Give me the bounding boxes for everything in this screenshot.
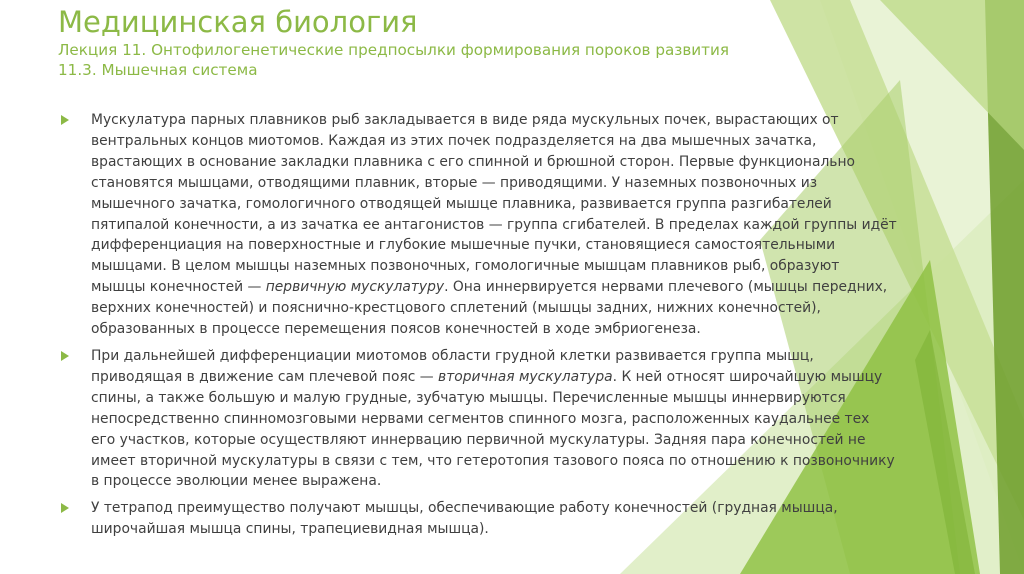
text-run: мышцами. В целом мышцы наземных позвоночных, гомологичные мышцам плавников рыб, образуют	[91, 258, 840, 275]
text-run: Мускулатура парных плавников рыб закладывается в виде ряда мускульных почек, вырастающих от	[91, 112, 839, 128]
bullet-text-line	[91, 388, 960, 409]
text-run: . К ней относят широчайшую мышцу	[612, 368, 883, 385]
bullet-text-line	[91, 277, 960, 298]
bullet-text-line	[91, 235, 960, 256]
bullet-text-line	[91, 451, 960, 472]
text-run: в процессе эволюции менее выражена.	[91, 473, 382, 490]
bullet-text-line	[91, 346, 960, 367]
text-run: верхних конечностей) и пояснично-крестцового сплетений (мышцы задних, нижних конечностей),	[91, 300, 821, 317]
bullet-item	[60, 110, 960, 340]
text-run: широчайшая мышца спины, трапециевидная мышца).	[91, 521, 489, 538]
text-run: При дальнейшей дифференциации миотомов области грудной клетки развивается группа мышц,	[91, 347, 814, 364]
text-run: У тетрапод преимущество получают мышцы, обеспечивающие работу конечностей (грудная мышца,	[91, 500, 838, 517]
bullet-text-line	[91, 298, 960, 319]
bullet-text-line	[91, 319, 960, 340]
bullet-text-line	[91, 256, 960, 277]
slide-body	[60, 110, 960, 546]
bullet-text-line	[91, 409, 960, 430]
text-run: приводящая в движение сам плечевой пояс —	[91, 368, 439, 385]
bullet-text-line	[91, 173, 960, 194]
text-run: его участков, которые осуществляют иннервацию первичной мускулатуры. Задняя пара конечностей не	[91, 431, 866, 448]
text-run: мышечного зачатка, гомологичного отводящей мышце плавника, развивается группа разгибателей	[91, 195, 832, 212]
text-run: пятипалой конечности, а из зачатка ее антагонистов — группа сгибателей. В пределах каждой группы идёт	[91, 216, 897, 233]
text-run: дифференциация на поверхностные и глубокие мышечные пучки, становящиеся самостоятельными	[91, 237, 836, 254]
bullet-arrow-icon	[61, 503, 69, 513]
bullet-text-line	[91, 131, 960, 152]
text-run: имеет вторичной мускулатуры в связи с тем, что гетеротопия тазового пояса по отношению к позвоночнику	[91, 452, 895, 469]
bullet-arrow-icon	[61, 115, 69, 125]
bullet-item	[60, 498, 960, 540]
bullet-text-line	[91, 152, 960, 173]
italic-term: вторичная мускулатура	[438, 368, 613, 385]
text-run: становятся мышцами, отводящими плавник, вторые — приводящими. У наземных позвоночных из	[91, 174, 818, 191]
bullet-text-line	[91, 194, 960, 215]
bullet-text-line	[91, 367, 960, 388]
text-run: . Она иннервируется нервами плечевого (мышцы передних,	[444, 279, 888, 296]
bullet-text-line	[91, 471, 960, 492]
bullet-text-line	[91, 430, 960, 451]
italic-term: первичную мускулатуру	[265, 279, 445, 296]
title-block	[58, 4, 858, 80]
bullet-text-line	[91, 110, 960, 131]
text-run: мышцы конечностей —	[91, 279, 266, 296]
bullet-text-line	[91, 519, 960, 540]
text-run: вентральных концов миотомов. Каждая из этих почек подразделяется на два мышечных зачатка,	[91, 132, 817, 149]
bullet-item	[60, 346, 960, 492]
slide-title: Медицинская биология	[58, 5, 418, 39]
bullet-arrow-icon	[61, 351, 69, 361]
text-run: врастающих в основание закладки плавника с его спинной и брюшной сторон. Первые функционально	[91, 153, 855, 170]
text-run: непосредственно спинномозговыми нервами сегментов спинного мозга, расположенных каудальнее тех	[91, 410, 870, 427]
text-run: образованных в процессе перемещения поясов конечностей в ходе эмбриогенеза.	[91, 321, 701, 338]
lecture-subtitle: Лекция 11. Онтофилогенетические предпосылки формирования пороков развития	[58, 41, 730, 59]
text-run: спины, а также большую и малую грудные, зубчатую мышцы. Перечисленные мышцы иннервируются	[91, 389, 846, 406]
bullet-text-line	[91, 498, 960, 519]
section-subtitle: 11.3. Мышечная система	[58, 61, 258, 79]
bullet-text-line	[91, 215, 960, 236]
